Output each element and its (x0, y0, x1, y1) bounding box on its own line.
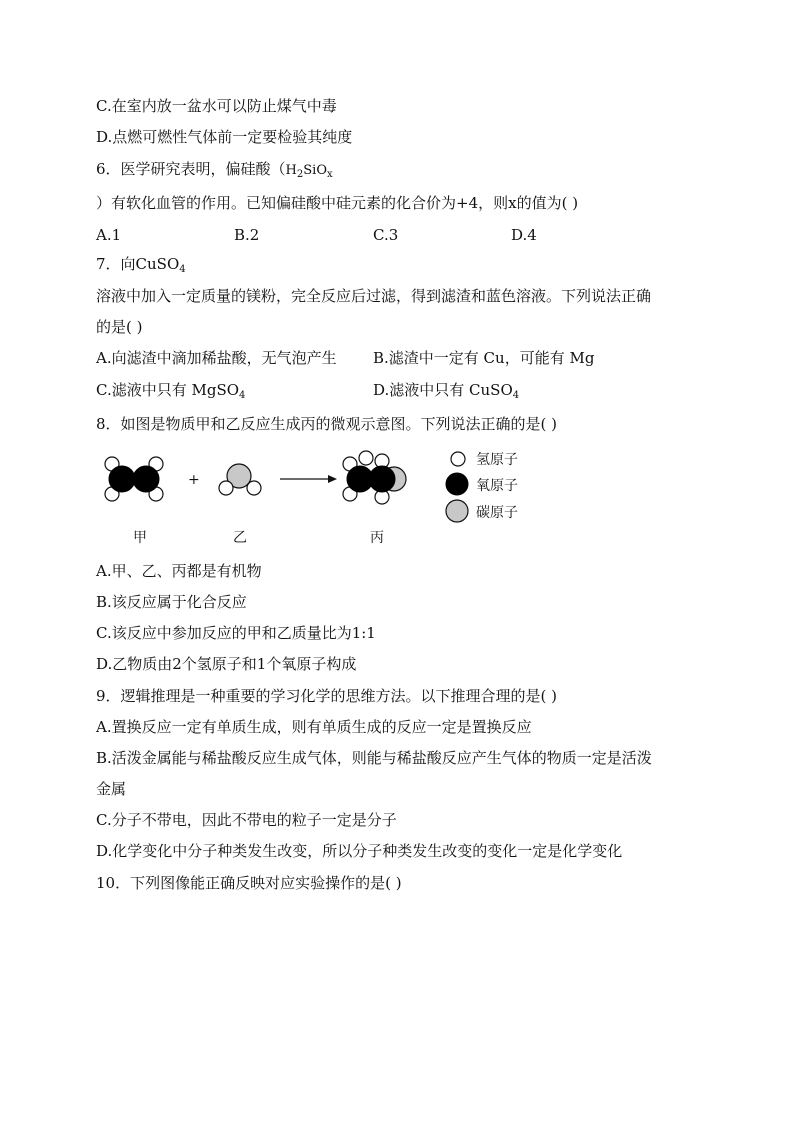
q6-option-d: D.4 (511, 226, 537, 244)
molecule-yi (219, 464, 261, 495)
q9-stem: 9．逻辑推理是一种重要的学习化学的思维方法。以下推理合理的是( ) (96, 687, 558, 705)
q9-option-b-line1: B.活泼金属能与稀盐酸反应生成气体，则能与稀盐酸反应产生气体的物质一定是活泼 (96, 749, 652, 767)
q7-stem-a: 7．向 (96, 255, 136, 273)
legend-carbon-swatch (446, 500, 468, 522)
plus-sign: + (188, 472, 200, 488)
q6-stem-line1 (96, 159, 333, 181)
q6-option-b: B.2 (234, 226, 260, 244)
q6-stem-line2: ）有软化血管的作用。已知偏硅酸中硅元素的化合价为+4，则x的值为( ) (96, 194, 579, 212)
label-bing: 丙 (370, 530, 384, 546)
q8-option-d: D.乙物质由2个氢原子和1个氧原子构成 (96, 655, 357, 673)
reaction-arrow (280, 475, 337, 483)
q7-option-d: D.滤液中只有 CuSO$_4$ (373, 381, 520, 401)
q7-stem-line1 (96, 254, 186, 274)
q8-option-a: A.甲、乙、丙都是有机物 (96, 562, 262, 580)
q9-option-a: A.置换反应一定有单质生成，则有单质生成的反应一定是置换反应 (96, 718, 532, 736)
molecule-bing (343, 451, 406, 504)
q6-formula: $H_2SiO_x$ (285, 163, 333, 180)
legend-oxygen-label: 氧原子 (476, 478, 518, 494)
q7-option-c: C.滤液中只有 MgSO$_4$ (96, 381, 246, 401)
q9-option-b-line2: 金属 (96, 780, 127, 798)
q7-stem-line2: 溶液中加入一定质量的镁粉，完全反应后过滤，得到滤渣和蓝色溶液。下列说法正确 (96, 287, 652, 305)
q5-option-c: C.在室内放一盆水可以防止煤气中毒 (96, 97, 337, 115)
q7-formula: CuSO$_4$ (135, 255, 186, 275)
label-jia: 甲 (133, 530, 147, 546)
q6-option-c: C.3 (373, 226, 399, 244)
molecule-jia (105, 457, 163, 501)
q8-option-c: C.该反应中参加反应的甲和乙质量比为1:1 (96, 624, 376, 642)
q10-stem: 10．下列图像能正确反映对应实验操作的是( ) (96, 874, 402, 892)
q5-option-d: D.点燃可燃性气体前一定要检验其纯度 (96, 128, 353, 146)
q9-option-d: D.化学变化中分子种类发生改变，所以分子种类发生改变的变化一定是化学变化 (96, 842, 623, 860)
q6-stem-a: 6．医学研究表明，偏硅酸（ (96, 160, 286, 178)
q9-option-c: C.分子不带电，因此不带电的粒子一定是分子 (96, 811, 397, 829)
legend-carbon-label: 碳原子 (476, 505, 518, 521)
molecule-reaction-diagram (96, 448, 566, 558)
q7-stem-line3: 的是( ) (96, 318, 143, 336)
legend (446, 452, 518, 522)
legend-hydrogen-swatch (451, 452, 465, 466)
legend-oxygen-swatch (446, 473, 468, 495)
q7-option-a: A.向滤渣中滴加稀盐酸，无气泡产生 (96, 349, 337, 367)
q6-option-a: A.1 (96, 226, 122, 244)
q7-option-b: B.滤渣中一定有 Cu，可能有 Mg (373, 349, 595, 367)
q8-stem: 8．如图是物质甲和乙反应生成丙的微观示意图。下列说法正确的是( ) (96, 415, 558, 433)
q8-option-b: B.该反应属于化合反应 (96, 593, 247, 611)
legend-hydrogen-label: 氢原子 (476, 452, 518, 468)
label-yi: 乙 (233, 530, 247, 546)
